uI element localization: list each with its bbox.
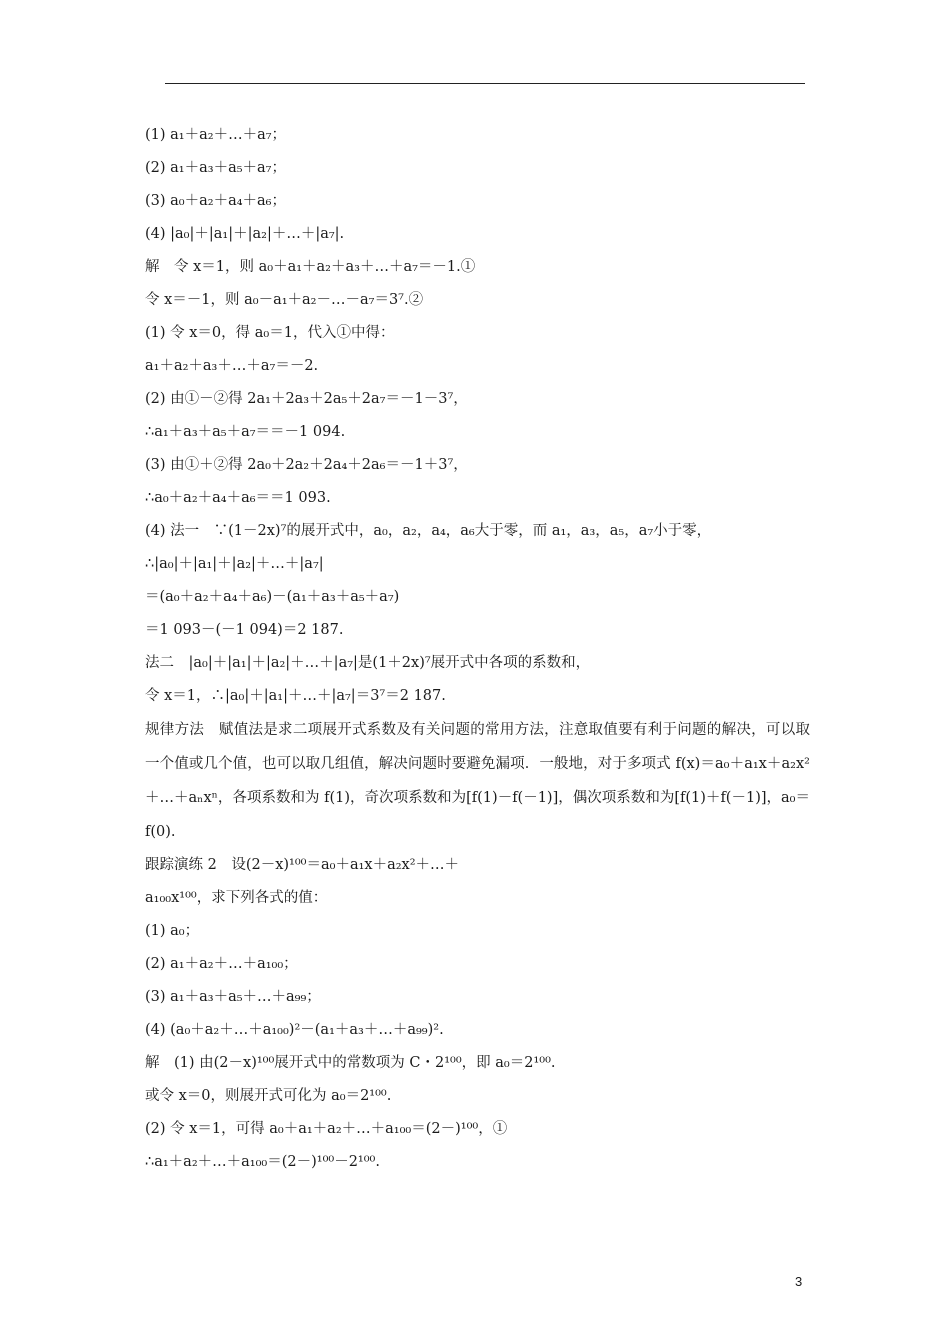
- header-rule: [165, 83, 805, 84]
- text-line: (4) |a₀|＋|a₁|＋|a₂|＋…＋|a₇|.: [145, 226, 345, 242]
- text-line: (2) 令 x＝1，可得 a₀＋a₁＋a₂＋…＋a₁₀₀＝(2－)¹⁰⁰，①: [145, 1121, 508, 1137]
- text-line: ＝1 093－(－1 094)＝2 187.: [145, 622, 344, 638]
- text-line: ∴|a₀|＋|a₁|＋|a₂|＋…＋|a₇|: [145, 556, 324, 572]
- text-line: 法二 |a₀|＋|a₁|＋|a₂|＋…＋|a₇|是(1＋2x)⁷展开式中各项的系数和，: [145, 655, 591, 671]
- text-line: 解 (1) 由(2－x)¹⁰⁰展开式中的常数项为 C・2¹⁰⁰，即 a₀＝2¹⁰⁰.: [145, 1055, 556, 1071]
- text-line: ＝(a₀＋a₂＋a₄＋a₆)－(a₁＋a₃＋a₅＋a₇): [145, 589, 400, 605]
- text-line: ∴a₁＋a₃＋a₅＋a₇＝＝－1 094.: [145, 424, 346, 440]
- text-line: a₁₀₀x¹⁰⁰，求下列各式的值：: [145, 890, 328, 906]
- text-line: 或令 x＝0，则展开式可化为 a₀＝2¹⁰⁰.: [145, 1088, 392, 1104]
- text-line: ∴a₁＋a₂＋…＋a₁₀₀＝(2－)¹⁰⁰－2¹⁰⁰.: [145, 1154, 380, 1170]
- text-line: 解 令 x＝1，则 a₀＋a₁＋a₂＋a₃＋…＋a₇＝－1.①: [145, 259, 476, 275]
- text-line: (1) 令 x＝0，得 a₀＝1，代入①中得：: [145, 325, 395, 341]
- text-line: (3) a₁＋a₃＋a₅＋…＋a₉₉；: [145, 989, 321, 1005]
- text-line: (4) (a₀＋a₂＋…＋a₁₀₀)²－(a₁＋a₃＋…＋a₉₉)².: [145, 1022, 444, 1038]
- text-line: (2) a₁＋a₃＋a₅＋a₇；: [145, 160, 286, 176]
- text-line: 令 x＝－1，则 a₀－a₁＋a₂－…－a₇＝3⁷.②: [145, 292, 424, 308]
- text-line: (3) a₀＋a₂＋a₄＋a₆；: [145, 193, 286, 209]
- text-line: a₁＋a₂＋a₃＋…＋a₇＝－2.: [145, 358, 319, 374]
- page-number: 3: [795, 1274, 803, 1289]
- text-line: ∴a₀＋a₂＋a₄＋a₆＝＝1 093.: [145, 490, 331, 506]
- text-line: (3) 由①＋②得 2a₀＋2a₂＋2a₄＋2a₆＝－1＋3⁷，: [145, 457, 468, 473]
- text-line: (4) 法一 ∵(1－2x)⁷的展开式中，a₀，a₂，a₄，a₆大于零，而 a₁，a₃，a₅，a₇小于零，: [145, 523, 712, 539]
- text-line: (2) 由①－②得 2a₁＋2a₃＋2a₅＋2a₇＝－1－3⁷，: [145, 391, 468, 407]
- document-body: [145, 119, 810, 1179]
- text-line: 令 x＝1，∴|a₀|＋|a₁|＋…＋|a₇|＝3⁷＝2 187.: [145, 688, 446, 704]
- text-line: (1) a₁＋a₂＋…＋a₇；: [145, 127, 287, 143]
- text-line: 跟踪演练 2 设(2－x)¹⁰⁰＝a₀＋a₁x＋a₂x²＋…＋: [145, 857, 460, 873]
- text-line: (1) a₀；: [145, 923, 200, 939]
- text-line: (2) a₁＋a₂＋…＋a₁₀₀；: [145, 956, 298, 972]
- method-paragraph: 规律方法 赋值法是求二项展开式系数及有关问题的常用方法，注意取值要有利于问题的解决，可以取一个值或几个值，也可以取几组值，解决问题时要避免漏项．一般地，对于多项式 f(x)＝a₀＋a₁x＋a₂x²＋…＋aₙxⁿ，各项系数和为 f(1)，奇次项系数和为[f(1)－f(－1)]，偶次项系数和为[f(1)＋f(－1)]，a₀＝f(0).: [145, 722, 810, 840]
